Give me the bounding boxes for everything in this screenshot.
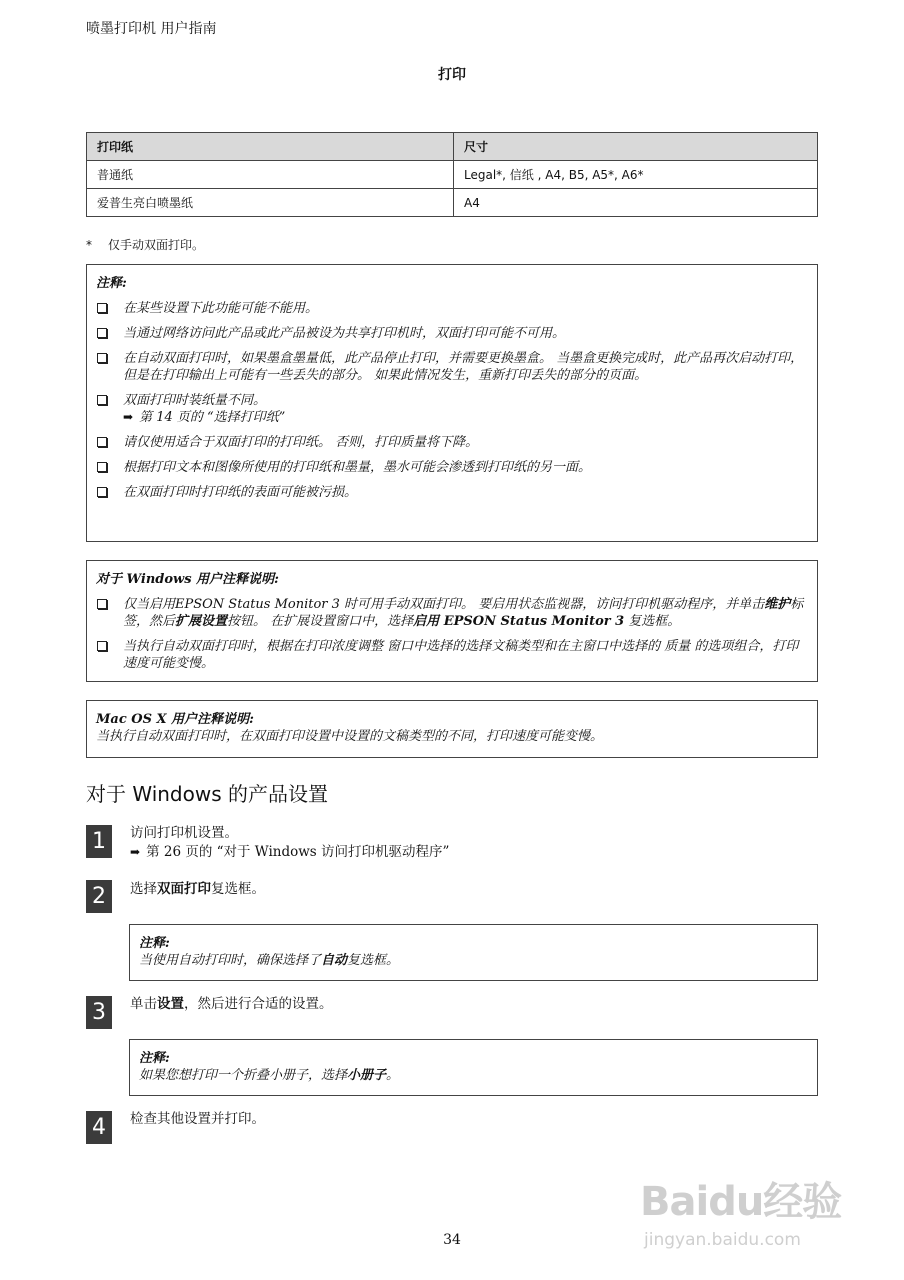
list-item: 请仅使用适合于双面打印的打印纸。 否则，打印质量将下降。 (96, 434, 807, 451)
list-item: 双面打印时装纸量不同。 ➡ 第 14 页的 “选择打印纸” (96, 392, 807, 426)
checkbox-bullet-icon (97, 303, 107, 313)
step-text: 单击设置，然后进行合适的设置。 (130, 996, 333, 1012)
watermark-logo: Baidu经验 (640, 1179, 842, 1225)
note-text: 当使用自动打印时，确保选择了自动复选框。 (139, 953, 400, 968)
section-title: 打印 (438, 67, 466, 83)
table-row (87, 189, 818, 217)
table-cell: Legal*, 信纸 , A4, B5, A5*, A6* (454, 161, 818, 189)
checkbox-bullet-icon (97, 353, 107, 363)
list-item: 在双面打印时打印纸的表面可能被污损。 (96, 484, 807, 501)
note-title: 注释: (96, 276, 127, 291)
table-cell: 普通纸 (87, 161, 454, 189)
step-number: 1 (86, 825, 112, 858)
table-row (87, 161, 818, 189)
note-title: 注释: (139, 1051, 170, 1066)
step-number: 2 (86, 880, 112, 913)
note-box-general (86, 264, 818, 542)
cross-reference-link[interactable]: 第 26 页的 “对于 Windows 访问打印机驱动程序” (146, 844, 450, 860)
list-item: 仅当启用EPSON Status Monitor 3 时可用手动双面打印。 要启用状态监视器，访问打印机驱动程序，并单击维护标签，然后扩展设置按钮。 在扩展设置窗口中，选择启用 EPSON Status Monitor 3 复选框。 (96, 596, 807, 630)
list-item: 在某些设置下此功能可能不能用。 (96, 300, 807, 317)
step-number: 3 (86, 996, 112, 1029)
note-title: 对于 Windows 用户注释说明: (96, 572, 279, 587)
list-item: 当执行自动双面打印时，根据在打印浓度调整 窗口中选择的选择文稿类型和在主窗口中选择的 质量 的选项组合，打印速度可能变慢。 (96, 638, 807, 672)
note-title: Mac OS X 用户注释说明: (96, 712, 254, 727)
footnote-text: 仅手动双面打印。 (108, 238, 205, 252)
arrow-right-icon: ➡ (123, 410, 134, 424)
table-header-cell: 打印纸 (87, 133, 454, 161)
checkbox-bullet-icon (97, 641, 107, 651)
step-note-box (129, 924, 818, 981)
footnote (86, 236, 204, 253)
step-note-box (129, 1039, 818, 1096)
paper-size-table (86, 132, 818, 217)
checkbox-bullet-icon (97, 487, 107, 497)
note-box-mac (86, 700, 818, 758)
cross-reference-link[interactable]: 第 14 页的 “选择打印纸” (139, 410, 286, 425)
checkbox-bullet-icon (97, 599, 107, 609)
note-box-windows (86, 560, 818, 682)
table-cell: A4 (454, 189, 818, 217)
step-text: 选择双面打印复选框。 (130, 881, 265, 897)
page-number: 34 (443, 1232, 461, 1248)
list-item: 在自动双面打印时，如果墨盒墨量低，此产品停止打印，并需要更换墨盒。 当墨盒更换完成时，此产品再次启动打印，但是在打印输出上可能有一些丢失的部分。 如果此情况发生，重新打印丢失的部分的页面。 (96, 350, 807, 384)
footnote-mark: * (86, 238, 92, 252)
baidu-watermark (640, 1150, 870, 1270)
note-text: 当执行自动双面打印时，在双面打印设置中设置的文稿类型的不同，打印速度可能变慢。 (96, 729, 604, 744)
windows-settings-heading: 对于 Windows 的产品设置 (86, 782, 328, 806)
checkbox-bullet-icon (97, 437, 107, 447)
checkbox-bullet-icon (97, 395, 107, 405)
table-header-cell: 尺寸 (454, 133, 818, 161)
table-cell: 爱普生亮白喷墨纸 (87, 189, 454, 217)
table-header-row (87, 133, 818, 161)
note-title: 注释: (139, 936, 170, 951)
step-number: 4 (86, 1111, 112, 1144)
note-text: 如果您想打印一个折叠小册子，选择小册子。 (139, 1068, 400, 1083)
list-item: 当通过网络访问此产品或此产品被设为共享打印机时，双面打印可能不可用。 (96, 325, 807, 342)
step-text: 访问打印机设置。 ➡ 第 26 页的 “对于 Windows 访问打印机驱动程序” (130, 825, 450, 860)
watermark-url: jingyan.baidu.com (644, 1230, 801, 1250)
checkbox-bullet-icon (97, 462, 107, 472)
document-header: 喷墨打印机 用户指南 (86, 21, 217, 37)
checkbox-bullet-icon (97, 328, 107, 338)
list-item: 根据打印文本和图像所使用的打印纸和墨量，墨水可能会渗透到打印纸的另一面。 (96, 459, 807, 476)
arrow-right-icon: ➡ (130, 845, 141, 859)
step-text: 检查其他设置并打印。 (130, 1111, 265, 1127)
